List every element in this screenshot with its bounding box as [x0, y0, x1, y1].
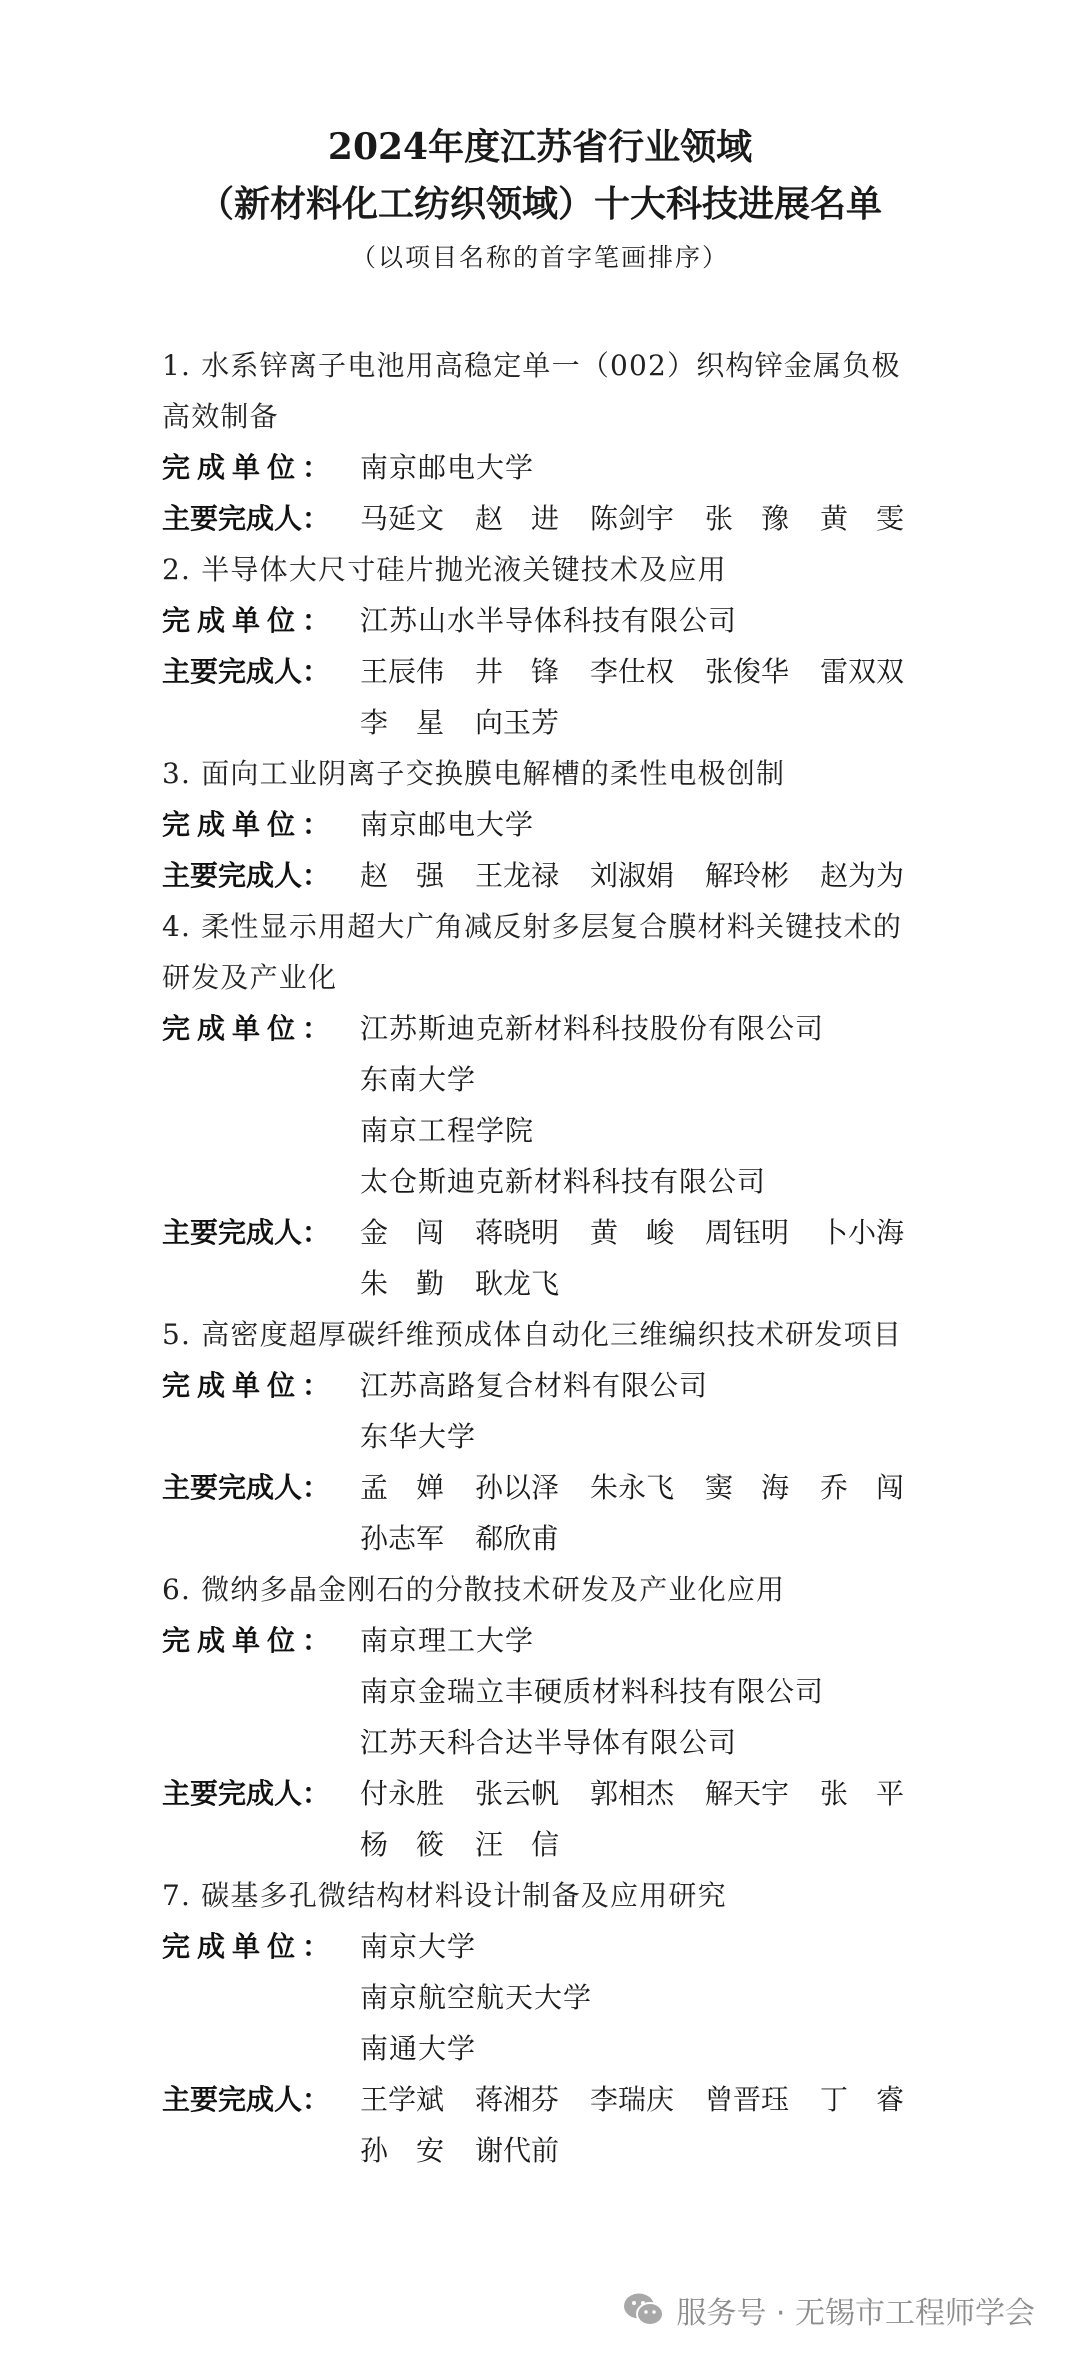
person-name: 王辰伟 [360, 655, 445, 688]
people-label: 主要完成人： [162, 502, 331, 535]
footer-watermark [622, 2288, 1035, 2332]
person-name: 耿龙飞 [475, 1267, 560, 1300]
project-item [162, 1564, 922, 1870]
person-name: 乔 闯 [820, 1471, 905, 1504]
people-row [162, 1207, 922, 1309]
person-name: 汪 信 [475, 1828, 560, 1861]
person-name: 孙以泽 [475, 1471, 560, 1504]
people-row [162, 1768, 922, 1870]
footer-text: 服务号 · 无锡市工程师学会 [676, 2296, 1035, 2331]
project-item [162, 340, 922, 544]
unit-name: 南京邮电大学 [360, 808, 535, 841]
person-name: 黄 雯 [820, 502, 905, 535]
people-row [162, 493, 922, 544]
person-name: 张俊华 [705, 655, 790, 688]
project-item [162, 748, 922, 901]
person-name: 赵 强 [360, 859, 445, 892]
people-row [162, 2074, 922, 2176]
person-name: 李仕权 [590, 655, 675, 688]
units-row [162, 595, 922, 646]
person-name: 王学斌 [360, 2083, 445, 2116]
person-name: 丁 睿 [820, 2083, 905, 2116]
people-label: 主要完成人： [162, 1216, 331, 1249]
person-name: 雷双双 [820, 655, 905, 688]
person-name: 金 闯 [360, 1216, 445, 1249]
person-name: 蒋晓明 [475, 1216, 560, 1249]
unit-name: 南京大学 [360, 1930, 477, 1963]
people-row [162, 1462, 922, 1564]
units-label: 完成单位： [162, 451, 338, 484]
people-list [360, 493, 920, 544]
person-name: 解玲彬 [705, 859, 790, 892]
units-row [162, 1360, 922, 1462]
units-label: 完成单位： [162, 1012, 338, 1045]
unit-name: 江苏天科合达半导体有限公司 [360, 1726, 738, 1759]
units-label: 完成单位： [162, 1369, 338, 1402]
people-list [360, 646, 920, 748]
person-name: 赵为为 [820, 859, 905, 892]
person-name: 曾晋珏 [705, 2083, 790, 2116]
units-row [162, 1615, 922, 1768]
person-name: 周钰明 [705, 1216, 790, 1249]
project-item [162, 901, 922, 1309]
person-name: 卜小海 [820, 1216, 905, 1249]
person-name: 朱永飞 [590, 1471, 675, 1504]
person-name: 解天宇 [705, 1777, 790, 1810]
units-label: 完成单位： [162, 604, 338, 637]
units-row [162, 1003, 922, 1207]
people-list [360, 2074, 920, 2176]
unit-name: 南京邮电大学 [360, 451, 535, 484]
person-name: 孙志军 [360, 1522, 445, 1555]
unit-name: 南京航空航天大学 [360, 1981, 593, 2014]
people-label: 主要完成人： [162, 1471, 331, 1504]
project-list [162, 340, 922, 2176]
people-list [360, 1462, 920, 1564]
project-item [162, 544, 922, 748]
title-line-1: 2024年度江苏省行业领域 [327, 126, 753, 168]
project-title: 2. 半导体大尺寸硅片抛光液关键技术及应用 [162, 553, 727, 586]
person-name: 窦 海 [705, 1471, 790, 1504]
project-title: 7. 碳基多孔微结构材料设计制备及应用研究 [162, 1879, 727, 1912]
units-label: 完成单位： [162, 808, 338, 841]
project-title: 1. 水系锌离子电池用高稳定单一（002）织构锌金属负极高效制备 [162, 349, 901, 433]
person-name: 井 锋 [475, 655, 560, 688]
person-name: 张云帆 [475, 1777, 560, 1810]
project-title: 6. 微纳多晶金刚石的分散技术研发及产业化应用 [162, 1573, 786, 1606]
person-name: 赵 进 [475, 502, 560, 535]
unit-name: 江苏高路复合材料有限公司 [360, 1369, 709, 1402]
person-name: 郗欣甫 [475, 1522, 560, 1555]
unit-name: 南京金瑞立丰硬质材料科技有限公司 [360, 1675, 825, 1708]
unit-name: 南通大学 [360, 2032, 477, 2065]
person-name: 朱 勤 [360, 1267, 445, 1300]
unit-name: 江苏斯迪克新材料科技股份有限公司 [360, 1012, 825, 1045]
project-title: 4. 柔性显示用超大广角减反射多层复合膜材料关键技术的研发及产业化 [162, 910, 903, 994]
person-name: 向玉芳 [475, 706, 560, 739]
person-name: 李瑞庆 [590, 2083, 675, 2116]
units-list [360, 442, 920, 493]
unit-name: 东华大学 [360, 1420, 477, 1453]
document-title [0, 119, 1080, 233]
unit-name: 东南大学 [360, 1063, 477, 1096]
people-label: 主要完成人： [162, 2083, 331, 2116]
units-row [162, 1921, 922, 2074]
units-label: 完成单位： [162, 1930, 338, 1963]
person-name: 李 星 [360, 706, 445, 739]
person-name: 杨 筱 [360, 1828, 445, 1861]
people-list [360, 1207, 920, 1309]
person-name: 刘淑娟 [590, 859, 675, 892]
person-name: 郭相杰 [590, 1777, 675, 1810]
person-name: 孟 婵 [360, 1471, 445, 1504]
units-list [360, 1615, 920, 1768]
document-subtitle: （以项目名称的首字笔画排序） [350, 243, 729, 272]
project-item [162, 1870, 922, 2176]
units-row [162, 799, 922, 850]
person-name: 谢代前 [475, 2134, 560, 2167]
unit-name: 南京理工大学 [360, 1624, 535, 1657]
units-list [360, 595, 920, 646]
units-list [360, 799, 920, 850]
title-line-2: （新材料化工纺织领域）十大科技进展名单 [197, 183, 882, 225]
person-name: 黄 峻 [590, 1216, 675, 1249]
units-list [360, 1921, 920, 2074]
person-name: 马延文 [360, 502, 445, 535]
person-name: 王龙禄 [475, 859, 560, 892]
person-name: 孙 安 [360, 2134, 445, 2167]
unit-name: 江苏山水半导体科技有限公司 [360, 604, 738, 637]
people-row [162, 646, 922, 748]
units-list [360, 1003, 920, 1207]
person-name: 张 豫 [705, 502, 790, 535]
person-name: 付永胜 [360, 1777, 445, 1810]
project-title: 3. 面向工业阴离子交换膜电解槽的柔性电极创制 [162, 757, 786, 790]
person-name: 张 平 [820, 1777, 905, 1810]
units-label: 完成单位： [162, 1624, 338, 1657]
people-label: 主要完成人： [162, 655, 331, 688]
units-row [162, 442, 922, 493]
wechat-icon [622, 2290, 666, 2330]
people-row [162, 850, 922, 901]
project-title: 5. 高密度超厚碳纤维预成体自动化三维编织技术研发项目 [162, 1318, 903, 1351]
unit-name: 南京工程学院 [360, 1114, 535, 1147]
unit-name: 太仓斯迪克新材料科技有限公司 [360, 1165, 767, 1198]
people-label: 主要完成人： [162, 859, 331, 892]
project-item [162, 1309, 922, 1564]
units-list [360, 1360, 920, 1462]
people-list [360, 1768, 920, 1870]
person-name: 蒋湘芬 [475, 2083, 560, 2116]
person-name: 陈剑宇 [590, 502, 675, 535]
people-list [360, 850, 920, 901]
people-label: 主要完成人： [162, 1777, 331, 1810]
